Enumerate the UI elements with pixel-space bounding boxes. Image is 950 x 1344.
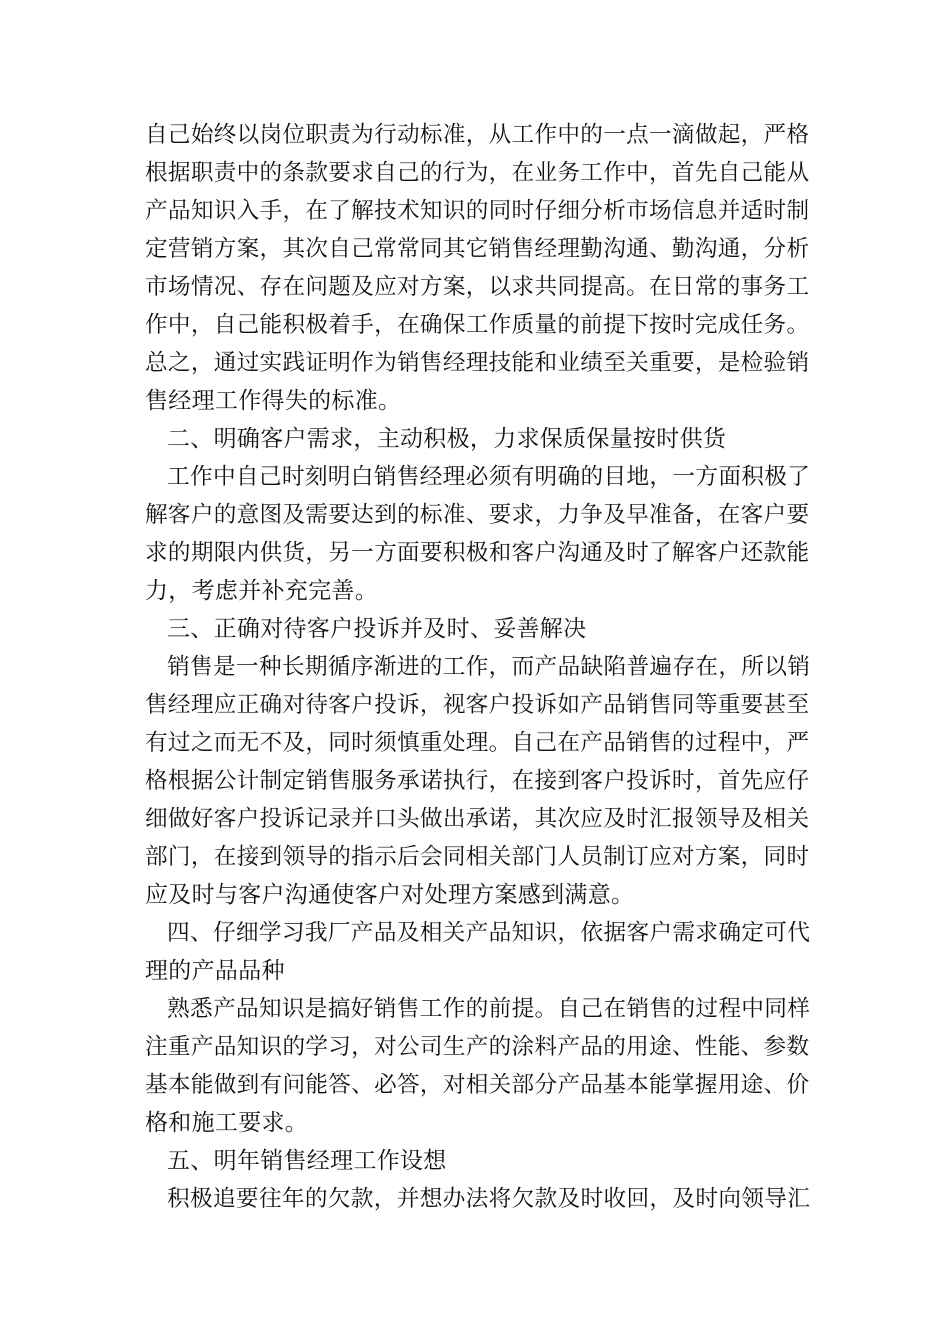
text-line: 销售是一种长期循序渐进的工作，而产品缺陷普遍存在，所以销 [167, 654, 811, 680]
text-line: 基本能做到有问能答、必答，对相关部分产品基本能掌握用途、价 [145, 1072, 810, 1098]
text-line: 理的产品品种 [145, 958, 285, 984]
text-line: 售经理工作得失的标准。 [145, 388, 402, 414]
text-line: 力，考虑并补充完善。 [145, 578, 378, 604]
text-line: 作中，自己能积极着手，在确保工作质量的前提下按时完成任务。 [145, 312, 810, 338]
text-line: 四、仔细学习我厂产品及相关产品知识，依据客户需求确定可代 [167, 920, 811, 946]
text-line: 根据职责中的条款要求自己的行为，在业务工作中，首先自己能从 [145, 160, 810, 186]
text-line: 三、正确对待客户投诉并及时、妥善解决 [167, 616, 587, 642]
text-line: 熟悉产品知识是搞好销售工作的前提。自己在销售的过程中同样 [167, 996, 811, 1022]
text-line: 格和施工要求。 [145, 1110, 309, 1136]
text-line: 积极追要往年的欠款，并想办法将欠款及时收回，及时向领导汇 [167, 1186, 811, 1212]
text-line: 工作中自己时刻明白销售经理必须有明确的目地，一方面积极了 [167, 464, 811, 490]
document-body [145, 116, 810, 1218]
text-line: 五、明年销售经理工作设想 [167, 1148, 447, 1174]
text-line: 二、明确客户需求，主动积极，力求保质保量按时供货 [167, 426, 727, 452]
text-line: 自己始终以岗位职责为行动标准，从工作中的一点一滴做起，严格 [145, 122, 810, 148]
text-line: 格根据公计制定销售服务承诺执行，在接到客户投诉时，首先应仔 [145, 768, 810, 794]
text-line: 市场情况、存在问题及应对方案，以求共同提高。在日常的事务工 [145, 274, 810, 300]
text-line: 产品知识入手，在了解技术知识的同时仔细分析市场信息并适时制 [145, 198, 810, 224]
text-line: 细做好客户投诉记录并口头做出承诺，其次应及时汇报领导及相关 [145, 806, 810, 832]
text-line: 有过之而无不及，同时须慎重处理。自己在产品销售的过程中，严 [145, 730, 810, 756]
text-line: 总之，通过实践证明作为销售经理技能和业绩至关重要，是检验销 [145, 350, 810, 376]
text-line: 售经理应正确对待客户投诉，视客户投诉如产品销售同等重要甚至 [145, 692, 810, 718]
text-line: 求的期限内供货，另一方面要积极和客户沟通及时了解客户还款能 [145, 540, 810, 566]
text-line: 注重产品知识的学习，对公司生产的涂料产品的用途、性能、参数 [145, 1034, 810, 1060]
text-line: 部门，在接到领导的指示后会同相关部门人员制订应对方案，同时 [145, 844, 810, 870]
text-line: 定营销方案，其次自己常常同其它销售经理勤沟通、勤沟通，分析 [145, 236, 810, 262]
text-line: 解客户的意图及需要达到的标准、要求，力争及早准备，在客户要 [145, 502, 810, 528]
text-line: 应及时与客户沟通使客户对处理方案感到满意。 [145, 882, 635, 908]
